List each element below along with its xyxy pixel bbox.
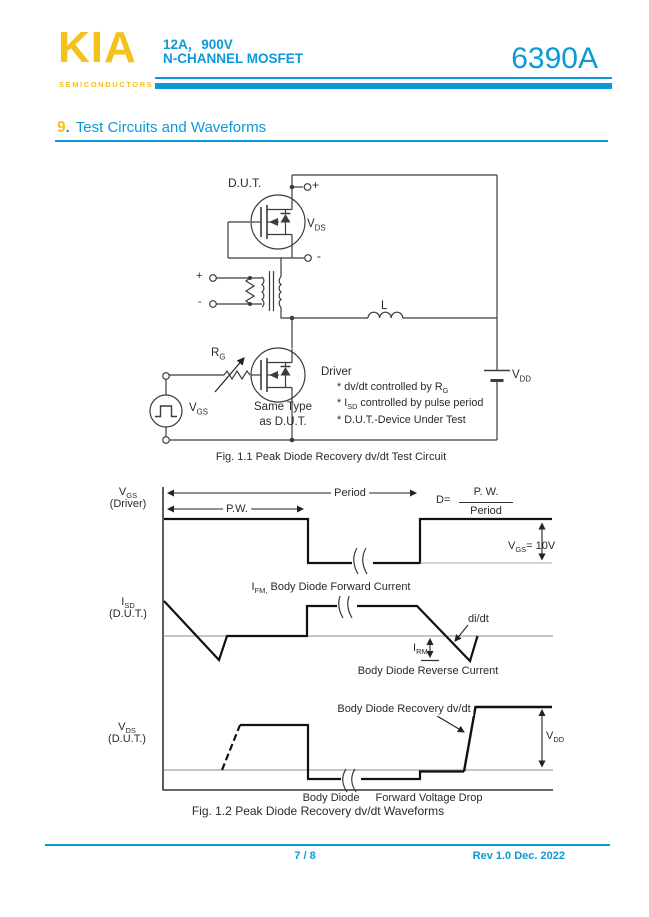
irm-label: $I_{RM}$ <box>413 642 428 657</box>
page-number: 7 / 8 <box>294 850 316 862</box>
section-heading: 9. Test Circuits and Waveforms <box>57 119 267 136</box>
reverse-current-label: Body Diode Reverse Current <box>357 665 499 677</box>
p2-axis-label: $I_{SD}$ <box>121 596 135 611</box>
circuit-notes <box>337 381 483 430</box>
vds-trace-ramp1 <box>222 725 240 770</box>
didt-arrow <box>455 625 468 641</box>
gate-resistor-rg <box>169 358 250 392</box>
xfmr-plus-sign: + <box>196 270 203 282</box>
pw-label: P.W. <box>223 503 251 516</box>
secondary-coil <box>279 277 281 307</box>
damping-resistor <box>246 278 254 304</box>
vds-trace <box>240 725 464 779</box>
footer-rule <box>45 844 610 846</box>
vgs-pulse-source <box>150 373 182 444</box>
body-diode-label: Body Diode <box>302 792 360 804</box>
ifm-label: $I_{FM,}$ Body Diode Forward Current <box>249 581 414 596</box>
source-node-dot <box>290 438 295 443</box>
revision-label: Rev 1.0 Dec. 2022 <box>472 850 565 862</box>
kia-logo: KIA <box>58 23 137 72</box>
dut-mosfet-symbol <box>251 195 305 249</box>
p1-axis-label: $V_{GS}$ <box>118 486 138 501</box>
recovery-arrow <box>437 716 464 732</box>
same-type-line2: as D.U.T. <box>259 416 307 428</box>
section-number: 9 <box>57 119 66 136</box>
vgs-source-label: $V_{GS}$ <box>189 402 208 417</box>
p3-axis-label: $V_{DS}$ <box>118 721 136 736</box>
vds-trace-recovery <box>464 707 552 772</box>
part-number: 6390A <box>511 42 598 75</box>
driver-mosfet-symbol <box>251 348 305 402</box>
driver-label: Driver <box>321 366 352 378</box>
vgs-level-label: $V_{GS}= 10V$ <box>508 540 556 555</box>
rg-label: $R_G$ <box>211 347 226 362</box>
dut-label: D.U.T. <box>228 176 262 190</box>
vds-label: $V_{DS}$ <box>307 218 326 233</box>
pulse-glyph <box>155 406 177 417</box>
rating-line: 12A，900V <box>163 37 233 52</box>
dut-minus-sign: - <box>317 249 321 263</box>
section-underline <box>55 140 608 142</box>
didt-label: di/dt <box>468 613 489 625</box>
recovery-dvdt-label: Body Diode Recovery dv/dt <box>334 703 473 716</box>
dut-source-and-gate-loop <box>228 222 311 261</box>
inductor-label: L <box>381 300 388 312</box>
p1-axis-label2: (Driver) <box>109 498 147 510</box>
dut-plus-terminal <box>290 184 311 191</box>
duty-denominator: Period <box>470 505 502 517</box>
fig1-caption: Fig. 1.1 Peak Diode Recovery dv/dt Test Circuit <box>215 451 447 463</box>
section-title: Test Circuits and Waveforms <box>75 119 267 136</box>
kia-logo-subtext: SEMICONDUCTORS <box>59 80 154 89</box>
same-type-line1: Same Type <box>254 401 312 413</box>
period-label: Period <box>331 487 369 500</box>
duty-equation-lhs: D= <box>436 494 451 506</box>
note-dvdt: * dv/dt controlled by $R_G$ <box>337 381 449 396</box>
core-lines <box>270 271 274 311</box>
header-thick-rule <box>155 83 612 89</box>
xfmr-minus-sign: - <box>198 296 202 308</box>
vdd-level-label: $V_{DD}$ <box>546 730 565 745</box>
gate-drive-transformer <box>210 258 292 318</box>
primary-coil <box>262 277 264 307</box>
forward-drop-label: Forward Voltage Drop <box>375 792 483 804</box>
p2-axis-label2: (D.U.T.) <box>109 608 147 620</box>
note-isd: * $I_{SD}$ controlled by pulse period <box>337 397 484 412</box>
device-type-line: N-CHANNEL MOSFET <box>163 51 303 66</box>
header-thin-rule <box>155 77 612 79</box>
dut-plus-sign: + <box>312 178 320 192</box>
fig2-caption: Fig. 1.2 Peak Diode Recovery dv/dt Waveforms <box>191 804 445 818</box>
vdd-battery-symbol <box>484 371 510 381</box>
note-dut: * D.U.T.-Device Under Test <box>337 413 466 426</box>
p3-axis-label2: (D.U.T.) <box>108 733 146 745</box>
vdd-label: $V_{DD}$ <box>512 369 531 384</box>
duty-numerator: P. W. <box>473 486 499 498</box>
